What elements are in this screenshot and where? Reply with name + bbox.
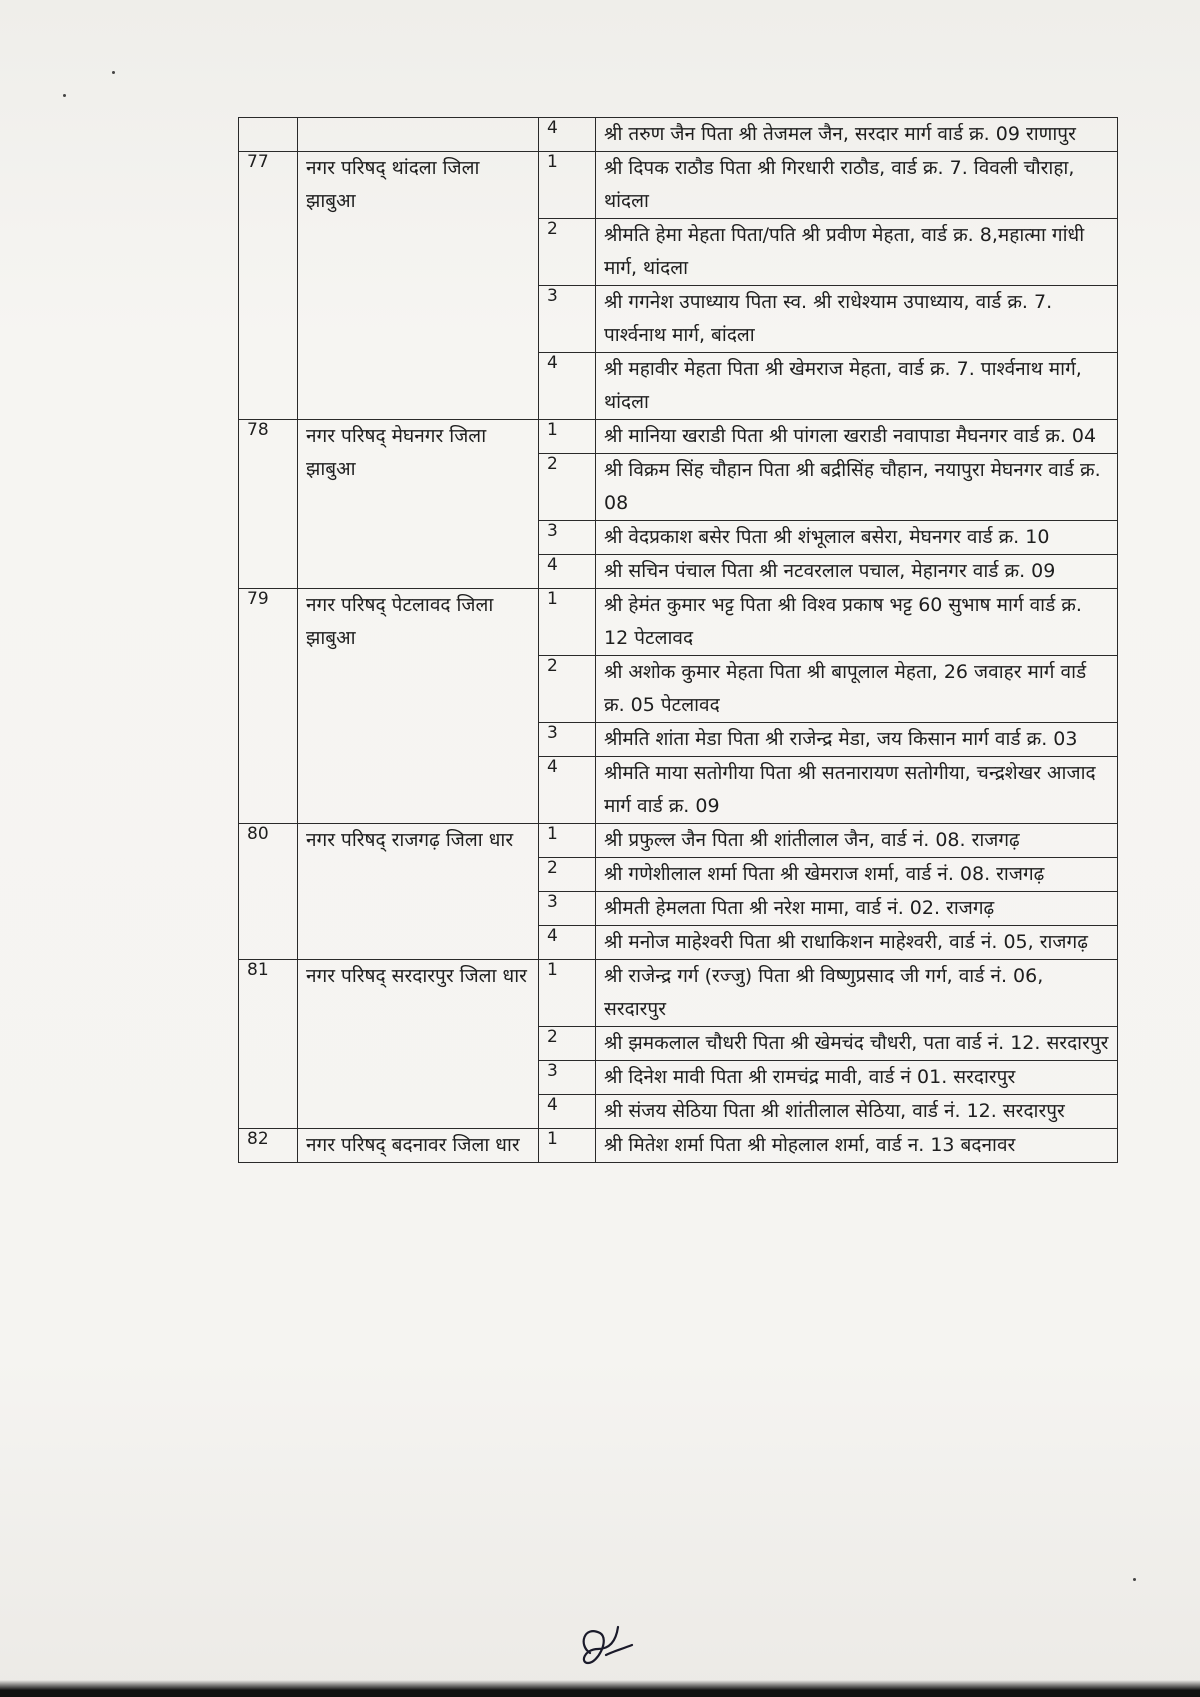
scan-edge-shadow — [0, 1680, 1200, 1697]
member-name-address-cell: श्री मनोज माहेश्वरी पिता श्री राधाकिशन माहेश्वरी, वार्ड नं. 05, राजगढ़ — [596, 926, 1118, 960]
member-name-address-cell: श्री गणेशीलाल शर्मा पिता श्री खेमराज शर्मा, वार्ड नं. 08. राजगढ़ — [596, 858, 1118, 892]
member-name-address-cell: श्रीमती हेमलता पिता श्री नरेश मामा, वार्ड नं. 02. राजगढ़ — [596, 892, 1118, 926]
member-name-address-cell: श्री सचिन पंचाल पिता श्री नटवरलाल पचाल, मेहानगर वार्ड क्र. 09 — [596, 555, 1118, 589]
serial-number-cell: 81 — [239, 960, 298, 1129]
member-name-address-cell: श्री दिनेश मावी पिता श्री रामचंद्र मावी, वार्ड नं 01. सरदारपुर — [596, 1061, 1118, 1095]
member-name-address-cell: श्री मितेश शर्मा पिता श्री मोहलाल शर्मा, वार्ड न. 13 बदनावर — [596, 1129, 1118, 1163]
table-row — [239, 960, 1118, 1027]
member-name-address-cell: श्री विक्रम सिंह चौहान पिता श्री बद्रीसिंह चौहान, नयापुरा मेघनगर वार्ड क्र. 08 — [596, 454, 1118, 521]
member-name-address-cell: श्री मानिया खराडी पिता श्री पांगला खराडी नवापाडा मैघनगर वार्ड क्र. 04 — [596, 420, 1118, 454]
member-number-cell: 4 — [539, 118, 596, 152]
member-number-cell: 2 — [539, 858, 596, 892]
member-number-cell: 4 — [539, 926, 596, 960]
member-name-address-cell: श्री संजय सेठिया पिता श्री शांतीलाल सेठिया, वार्ड नं. 12. सरदारपुर — [596, 1095, 1118, 1129]
member-number-cell: 1 — [539, 960, 596, 1027]
member-number-cell: 1 — [539, 420, 596, 454]
member-number-cell: 2 — [539, 454, 596, 521]
member-name-address-cell: श्री राजेन्द्र गर्ग (रज्जु) पिता श्री विष्णुप्रसाद जी गर्ग, वार्ड नं. 06, सरदारपुर — [596, 960, 1118, 1027]
member-number-cell: 4 — [539, 757, 596, 824]
member-name-address-cell: श्री अशोक कुमार मेहता पिता श्री बापूलाल मेहता, 26 जवाहर मार्ग वार्ड क्र. 05 पेटलावद — [596, 656, 1118, 723]
nominee-table — [238, 117, 1118, 1163]
member-number-cell: 4 — [539, 353, 596, 420]
municipal-body-cell: नगर परिषद् बदनावर जिला धार — [298, 1129, 539, 1163]
member-number-cell: 2 — [539, 656, 596, 723]
speck — [1133, 1578, 1136, 1581]
signature-mark — [570, 1605, 650, 1675]
table-row — [239, 589, 1118, 656]
municipal-body-cell: नगर परिषद् सरदारपुर जिला धार — [298, 960, 539, 1129]
serial-number-cell: 77 — [239, 152, 298, 420]
table-row — [239, 420, 1118, 454]
municipal-body-cell: नगर परिषद् राजगढ़ जिला धार — [298, 824, 539, 960]
member-number-cell: 3 — [539, 723, 596, 757]
member-name-address-cell: श्री तरुण जैन पिता श्री तेजमल जैन, सरदार मार्ग वार्ड क्र. 09 राणापुर — [596, 118, 1118, 152]
member-name-address-cell: श्रीमति शांता मेडा पिता श्री राजेन्द्र मेडा, जय किसान मार्ग वार्ड क्र. 03 — [596, 723, 1118, 757]
member-number-cell: 3 — [539, 1061, 596, 1095]
serial-number-cell: 82 — [239, 1129, 298, 1163]
table-row — [239, 824, 1118, 858]
table-row — [239, 118, 1118, 152]
member-name-address-cell: श्री महावीर मेहता पिता श्री खेमराज मेहता, वार्ड क्र. 7. पार्श्वनाथ मार्ग, थांदला — [596, 353, 1118, 420]
member-name-address-cell: श्री प्रफुल्ल जैन पिता श्री शांतीलाल जैन, वार्ड नं. 08. राजगढ़ — [596, 824, 1118, 858]
member-name-address-cell: श्री गगनेश उपाध्याय पिता स्व. श्री राधेश्याम उपाध्याय, वार्ड क्र. 7. पार्श्वनाथ मार्ग, बांदला — [596, 286, 1118, 353]
member-number-cell: 4 — [539, 1095, 596, 1129]
member-name-address-cell: श्रीमति माया सतोगीया पिता श्री सतनारायण सतोगीया, चन्द्रशेखर आजाद मार्ग वार्ड क्र. 09 — [596, 757, 1118, 824]
member-number-cell: 1 — [539, 824, 596, 858]
speck — [112, 71, 115, 74]
member-number-cell: 3 — [539, 521, 596, 555]
member-number-cell: 2 — [539, 1027, 596, 1061]
municipal-body-cell: नगर परिषद् पेटलावद जिला झाबुआ — [298, 589, 539, 824]
serial-number-cell — [239, 118, 298, 152]
member-number-cell: 4 — [539, 555, 596, 589]
member-name-address-cell: श्रीमति हेमा मेहता पिता/पति श्री प्रवीण मेहता, वार्ड क्र. 8,महात्मा गांधी मार्ग, थांदला — [596, 219, 1118, 286]
member-number-cell: 3 — [539, 286, 596, 353]
municipal-body-cell: नगर परिषद् थांदला जिला झाबुआ — [298, 152, 539, 420]
serial-number-cell: 80 — [239, 824, 298, 960]
member-number-cell: 1 — [539, 1129, 596, 1163]
speck — [63, 94, 66, 97]
municipal-body-cell — [298, 118, 539, 152]
member-number-cell: 1 — [539, 589, 596, 656]
member-name-address-cell: श्री दिपक राठौड पिता श्री गिरधारी राठौड, वार्ड क्र. 7. विवली चौराहा, थांदला — [596, 152, 1118, 219]
member-number-cell: 1 — [539, 152, 596, 219]
table-row — [239, 1129, 1118, 1163]
municipal-body-cell: नगर परिषद् मेघनगर जिला झाबुआ — [298, 420, 539, 589]
serial-number-cell: 79 — [239, 589, 298, 824]
member-number-cell: 3 — [539, 892, 596, 926]
member-number-cell: 2 — [539, 219, 596, 286]
table-body — [239, 118, 1118, 1163]
member-name-address-cell: श्री वेदप्रकाश बसेर पिता श्री शंभूलाल बसेरा, मेघनगर वार्ड क्र. 10 — [596, 521, 1118, 555]
member-name-address-cell: श्री हेमंत कुमार भट्ट पिता श्री विश्व प्रकाष भट्ट 60 सुभाष मार्ग वार्ड क्र. 12 पेटलावद — [596, 589, 1118, 656]
table-row — [239, 152, 1118, 219]
serial-number-cell: 78 — [239, 420, 298, 589]
member-name-address-cell: श्री झमकलाल चौधरी पिता श्री खेमचंद चौधरी, पता वार्ड नं. 12. सरदारपुर — [596, 1027, 1118, 1061]
